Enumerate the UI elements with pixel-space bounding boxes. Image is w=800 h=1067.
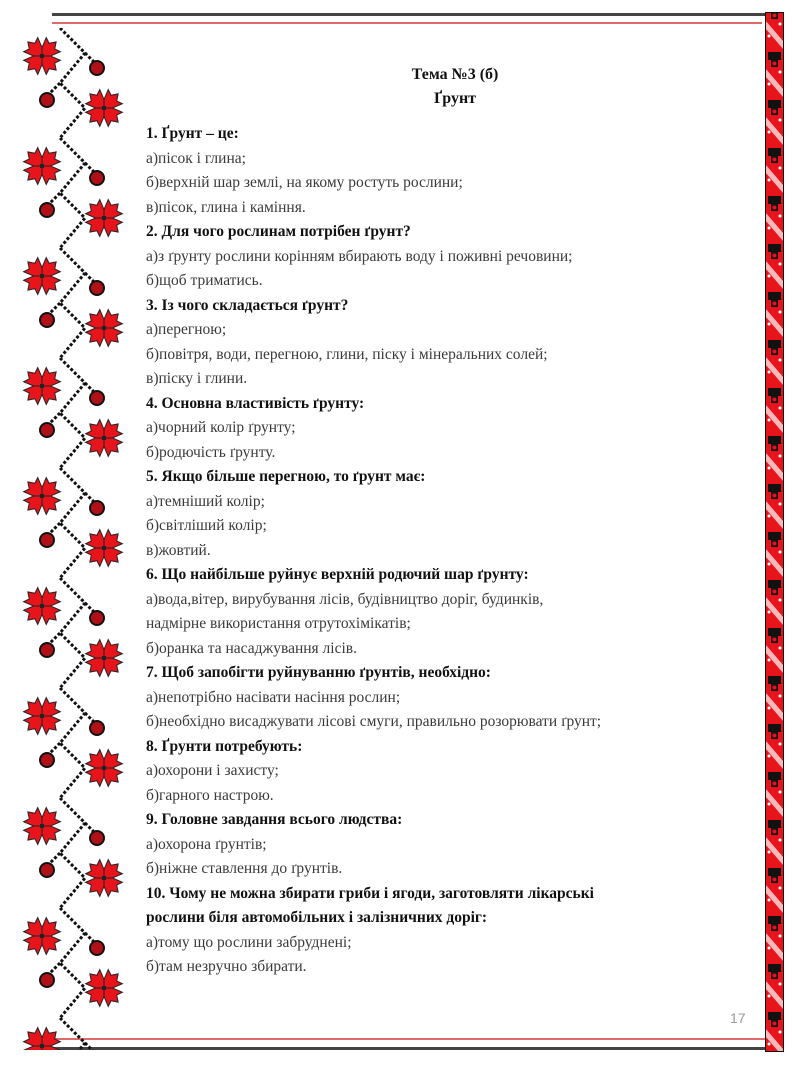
answer-option: б)гарного настрою. [146,786,274,804]
answer-option: б)щоб триматись. [146,272,263,289]
answer-option: б)необхідно висаджувати лісові смуги, правильно розорювати ґрунт; [146,713,602,730]
question-text: 10. Чому не можна збирати гриби і ягоди, заготовляти лікарські [146,884,594,902]
question-text: 3. Із чого складається ґрунт? [146,296,349,314]
question-text: 4. Основна властивість ґрунту: [146,394,365,412]
embroidery-border-right [765,12,784,1052]
answer-option: а)охорони і захисту; [146,762,279,779]
top-dark-line [52,13,766,16]
question-text: 7. Щоб запобігти руйнуванню ґрунтів, необхідно: [146,664,491,681]
top-red-line [52,22,762,24]
answer-option: в)жовтий. [146,541,211,559]
question-text: 8. Ґрунти потребують: [146,737,303,755]
question-text: 1. Ґрунт – це: [146,125,239,142]
answer-option: б)там незручно збирати. [146,958,307,975]
answer-option: а)тому що рослини забруднені; [146,933,352,951]
answer-option: а)вода,вітер, вирубування лісів, будівництво доріг, будинків, [146,590,544,608]
embroidery-ornament-left [0,28,140,1050]
page-number: 17 [730,1010,746,1026]
answer-option: а)непотрібно насівати насіння рослин; [146,688,401,706]
answer-option: а)темніший колір; [146,492,265,510]
question-text: 2. Для чого рослинам потрібен ґрунт? [146,223,411,240]
answer-option: а)чорний колір ґрунту; [146,419,296,436]
answer-option: б)оранка та насаджування лісів. [146,639,357,657]
answer-option: а)пісок і глина; [146,149,246,167]
bottom-red-line [35,1038,765,1040]
answer-option: в)піску і глини. [146,370,248,387]
answer-option: б)повітря, води, перегною, глини, піску і мінеральних солей; [146,345,548,363]
slide-subtitle: Ґрунт [433,90,477,107]
question-text: 9. Головне завдання всього людства: [146,811,403,828]
answer-option: а)з ґрунту рослини корінням вбирають воду і поживні речовини; [146,247,573,265]
answer-option: в)пісок, глина і каміння. [146,198,306,216]
slide-title: Тема №3 (б) [411,66,499,83]
answer-option: б)родючість ґрунту. [146,443,276,461]
answer-option: надмірне використання отрутохімікатів; [146,615,411,632]
answer-option: б)ніжне ставлення до ґрунтів. [146,860,343,877]
answer-option: б)світліший колір; [146,517,267,534]
question-text-continued: рослини біля автомобільних і залізничних доріг: [146,909,488,926]
question-text: 6. Що найбільше руйнує верхній родючий шар ґрунту: [146,566,529,583]
answer-option: б)верхній шар землі, на якому ростуть рослини; [146,174,463,191]
answer-option: а)охорона ґрунтів; [146,835,267,853]
quiz-content [146,122,766,980]
answer-option: а)перегною; [146,321,227,338]
bottom-dark-line [35,1047,777,1050]
question-text: 5. Якщо більше перегною, то ґрунт має: [146,468,426,485]
